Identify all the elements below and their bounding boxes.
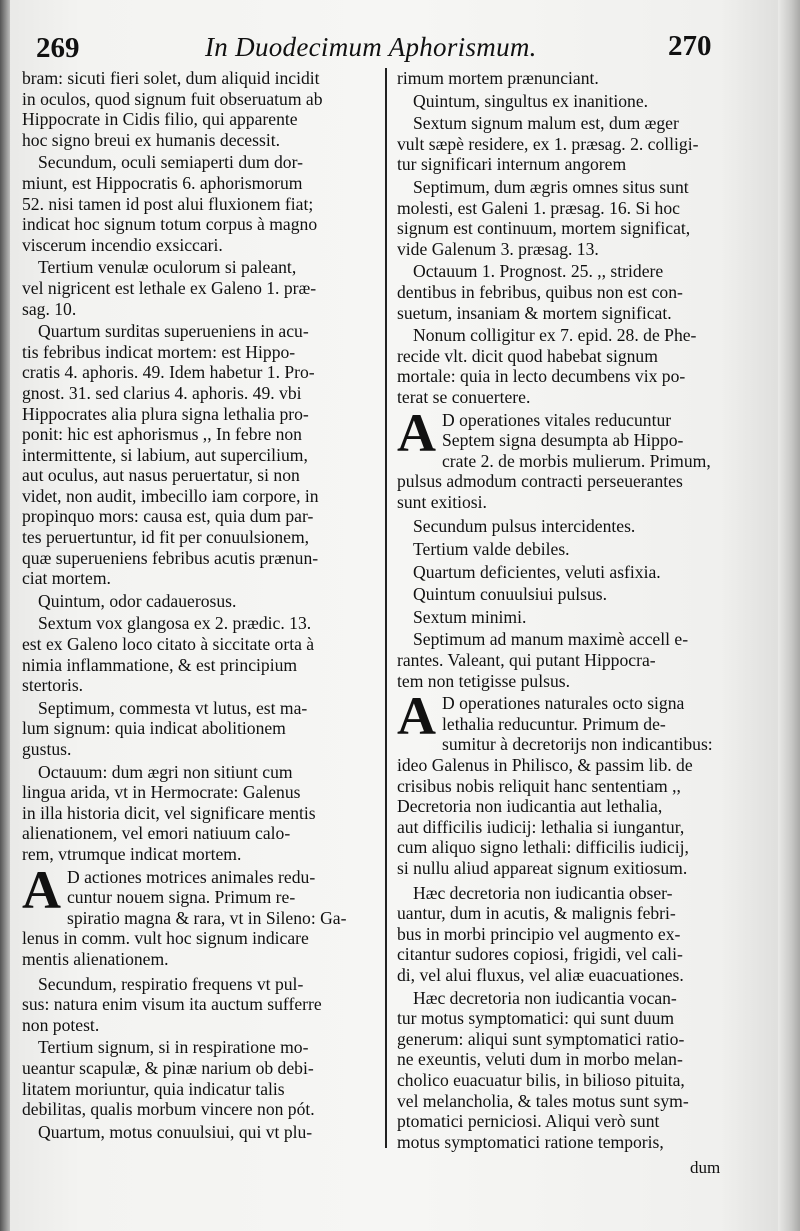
page-header (0, 28, 800, 68)
text-line: citantur sudores copiosi, frigidi, vel cali- (397, 944, 683, 965)
text-line: ponit: hic est aphorismus ,, In febre non (22, 424, 302, 445)
text-line: Quartum, motus conuulsiui, qui vt plu- (38, 1121, 313, 1142)
text-line: vult sæpè residere, ex 1. præsag. 2. colligi- (397, 133, 699, 154)
text-line: Hæc decretoria non iudicantia vocan- (413, 987, 677, 1008)
text-line: recide vlt. dicit quod habebat signum (397, 345, 658, 366)
page-number-right: 270 (668, 30, 712, 62)
text-line: indicat hoc signum totum corpus à magno (22, 214, 318, 235)
text-line: pulsus admodum contracti perseuerantes (397, 471, 683, 492)
text-line: Hæc decretoria non iudicantia obser- (413, 882, 673, 903)
text-line: rem, vtrumque indicat mortem. (22, 843, 242, 864)
text-line: lenus in comm. vult hoc signum indicare (22, 928, 309, 949)
text-line: Decretoria non iudicantia aut lethalia, (397, 796, 663, 817)
text-line: vel melancholia, & tales motus sunt sym- (397, 1090, 689, 1111)
text-line: Tertium signum, si in respiratione mo- (38, 1037, 309, 1058)
catchword: dum (690, 1158, 721, 1177)
text-line: Septimum, commesta vt lutus, est ma- (38, 697, 308, 718)
text-line: quæ superueniens febribus acutis prænun- (22, 547, 319, 568)
text-line: Secundum, respiratio frequens vt pul- (38, 973, 304, 994)
paragraph (397, 113, 745, 175)
text-line: Septimum ad manum maximè accell e- (413, 629, 689, 650)
paragraph (397, 584, 745, 605)
text-line: generum: aliqui sunt symptomatici ratio- (397, 1028, 685, 1049)
text-line: vide Galenum 3. præsag. 13. (397, 238, 599, 259)
text-line: terat se conuertere. (397, 386, 531, 407)
paragraph (397, 607, 745, 628)
text-line: Quartum surditas superueniens in acu- (38, 321, 309, 342)
left-column (22, 68, 372, 1144)
text-line: alienationem, vel emori natiuum calo- (22, 823, 291, 844)
text-line: Sextum minimi. (413, 606, 527, 627)
paragraph (22, 321, 372, 589)
text-line: ueantur scapulæ, & pinæ narium ob debi- (22, 1057, 314, 1078)
text-line: 52. nisi tamen id post alui fluxionem fiat; (22, 193, 314, 214)
text-line: debilitas, qualis morbum vincere non pót. (22, 1099, 315, 1120)
text-line: aut difficilis iudicij: lethalia si iungantur, (397, 816, 685, 837)
text-line: cholico euacuatur bilis, in bilioso pituita, (397, 1069, 685, 1090)
text-line: Quintum conuulsiui pulsus. (413, 584, 608, 605)
text-line: Secundum pulsus intercidentes. (413, 516, 636, 537)
text-line: spiratio magna & rara, vt in Sileno: Ga- (67, 907, 347, 928)
paragraph (22, 613, 372, 695)
drop-cap: A (22, 859, 61, 920)
text-line: Sextum signum malum est, dum æger (413, 113, 679, 134)
text-line: non potest. (22, 1014, 100, 1035)
page-number-left: 269 (36, 32, 80, 64)
text-line: tis febribus indicat mortem: est Hippo- (22, 341, 296, 362)
section-paragraph (397, 686, 745, 878)
text-line: litatem moriuntur, quia indicatur talis (22, 1078, 285, 1099)
text-line: stertoris. (22, 675, 84, 696)
text-line: molesti, est Galeni 1. præsag. 16. Si hoc (397, 197, 680, 218)
paragraph (22, 762, 372, 865)
text-line: D operationes naturales octo signa (442, 693, 685, 714)
paragraph (22, 698, 372, 760)
text-line: sag. 10. (22, 298, 77, 319)
text-line: Quintum, singultus ex inanitione. (413, 90, 649, 111)
text-line: D operationes vitales reducuntur (442, 409, 672, 430)
text-line: lum signum: quia indicat abolitionem (22, 718, 286, 739)
text-line: rimum mortem prænunciant. (397, 68, 599, 88)
text-line: sus: natura enim visum ita auctum sufferre (22, 994, 322, 1015)
text-line: Quintum, odor cadauerosus. (38, 590, 237, 611)
text-line: Hippocrates alia plura signa lethalia pro- (22, 403, 309, 424)
text-line: ciat mortem. (22, 568, 111, 589)
text-line: cum aliquo signo lethali: difficilis iudicij, (397, 837, 689, 858)
text-line: Octauum 1. Prognost. 25. ,, stridere (413, 261, 664, 282)
text-line: miunt, est Hippocratis 6. aphorismorum (22, 172, 303, 193)
text-line: gnost. 31. sed clarius 4. aphoris. 49. vbi (22, 382, 302, 403)
text-line: Septimum, dum ægris omnes situs sunt (413, 176, 689, 197)
paragraph (397, 562, 745, 583)
text-line: in illa historia dicit, vel significare mentis (22, 802, 316, 823)
text-line: viscerum incendio exsiccari. (22, 234, 223, 255)
text-line: ideo Galenus in Philisco, & passim lib. de (397, 755, 693, 775)
text-line: crisibus nobis reliquit hanc sententiam ,, (397, 775, 681, 796)
paragraph (397, 988, 745, 1153)
running-title: In Duodecimum Aphorismum. (205, 32, 537, 62)
paragraph (22, 257, 372, 319)
text-line: est ex Galeno loco citato à siccitate orta à (22, 634, 315, 655)
text-line: Octauum: dum ægri non sitiunt cum (38, 761, 293, 782)
text-line: mentis alienationem. (22, 948, 169, 969)
section-paragraph (397, 402, 745, 513)
text-line: nimia inflammatione, & est principium (22, 654, 298, 675)
text-line: cuntur nouem signa. Primum re- (67, 887, 296, 908)
page-edge (778, 0, 800, 1231)
text-line: sumitur à decretorijs non indicantibus: (442, 734, 713, 755)
text-line: dentibus in febribus, quibus non est con- (397, 281, 683, 302)
text-line: in oculos, quod signum fuit obseruatum ab (22, 88, 323, 109)
text-line: crate 2. de morbis mulierum. Primum, (442, 450, 711, 471)
text-line: tur motus symptomatici: qui sunt duum (397, 1008, 675, 1029)
text-line: hoc signo breui ex humanis decessit. (22, 129, 280, 150)
paragraph (397, 539, 745, 560)
text-line: Nonum colligitur ex 7. epid. 28. de Phe- (413, 325, 697, 346)
text-line: vel nigricent est lethale ex Galeno 1. præ- (22, 277, 317, 298)
text-line: Secundum, oculi semiaperti dum dor- (38, 152, 303, 173)
text-line: cratis 4. aphoris. 49. Idem habetur 1. Pro- (22, 362, 315, 383)
text-line: uantur, dum in acutis, & malignis febri- (397, 903, 676, 924)
paragraph (397, 91, 745, 112)
drop-cap: A (397, 686, 436, 747)
text-line: ne exeuntis, veluti dum in morbo melan- (397, 1049, 683, 1070)
text-line: D actiones motrices animales redu- (67, 866, 316, 887)
text-line: Tertium valde debiles. (413, 539, 570, 560)
text-line: aut oculus, aut nasus peruertatur, si non (22, 465, 300, 486)
text-line: si nullu aliud appareat signum exitiosum. (397, 857, 688, 878)
paragraph (397, 325, 745, 407)
text-line: ptomatici perniciosi. Aliqui verò sunt (397, 1111, 660, 1132)
paragraph (22, 152, 372, 255)
column-divider (385, 68, 387, 1148)
text-line: Hippocrate in Cidis filio, qui apparente (22, 109, 298, 130)
text-line: Tertium venulæ oculorum si paleant, (38, 257, 297, 278)
drop-cap: A (397, 402, 436, 463)
text-line: tes peruertuntur, id fit per conuulsionem, (22, 527, 310, 548)
paragraph (397, 629, 745, 691)
text-line: Septem signa desumpta ab Hippo- (442, 430, 684, 451)
section-paragraph (22, 859, 372, 970)
paragraph (22, 68, 372, 150)
paragraph (397, 177, 745, 259)
text-line: di, vel alui fluxus, vel aliæ euacuationes. (397, 964, 684, 985)
text-line: tur significari internum angorem (397, 154, 627, 175)
text-line: sunt exitiosi. (397, 491, 487, 512)
text-line: bus in morbi principio vel augmento ex- (397, 923, 681, 944)
page-binding-shadow (0, 0, 10, 1231)
text-line: signum est continuum, mortem significat, (397, 218, 691, 239)
paragraph (22, 591, 372, 612)
text-line: rantes. Valeant, qui putant Hippocra- (397, 650, 656, 671)
text-line: bram: sicuti fieri solet, dum aliquid incidit (22, 68, 320, 88)
text-line: motus symptomatici ratione temporis, (397, 1131, 664, 1152)
text-line: mortale: quia in lecto decumbens vix po- (397, 366, 686, 387)
text-line: videt, non audit, imbecillo iam corpore, in (22, 485, 319, 506)
paragraph (22, 1037, 372, 1119)
paragraph (397, 261, 745, 323)
paragraph (397, 516, 745, 537)
text-line: lethalia reducuntur. Primum de- (442, 713, 666, 734)
text-line: propinquo mors: causa est, quia dum par- (22, 506, 314, 527)
paragraph (22, 1122, 372, 1143)
text-line: Quartum deficientes, veluti asfixia. (413, 561, 661, 582)
paragraph (22, 974, 372, 1036)
paragraph (397, 883, 745, 986)
text-line: lingua arida, vt in Hermocrate: Galenus (22, 782, 301, 803)
text-line: gustus. (22, 739, 72, 759)
text-line: Sextum vox glangosa ex 2. prædic. 13. (38, 613, 312, 634)
right-column (397, 68, 745, 1154)
paragraph (397, 68, 745, 89)
text-line: suetum, insaniam & mortem significat. (397, 302, 672, 323)
text-line: intermittente, si labium, aut supercilium, (22, 444, 308, 465)
text-line: tem non tetigisse pulsus. (397, 670, 570, 691)
